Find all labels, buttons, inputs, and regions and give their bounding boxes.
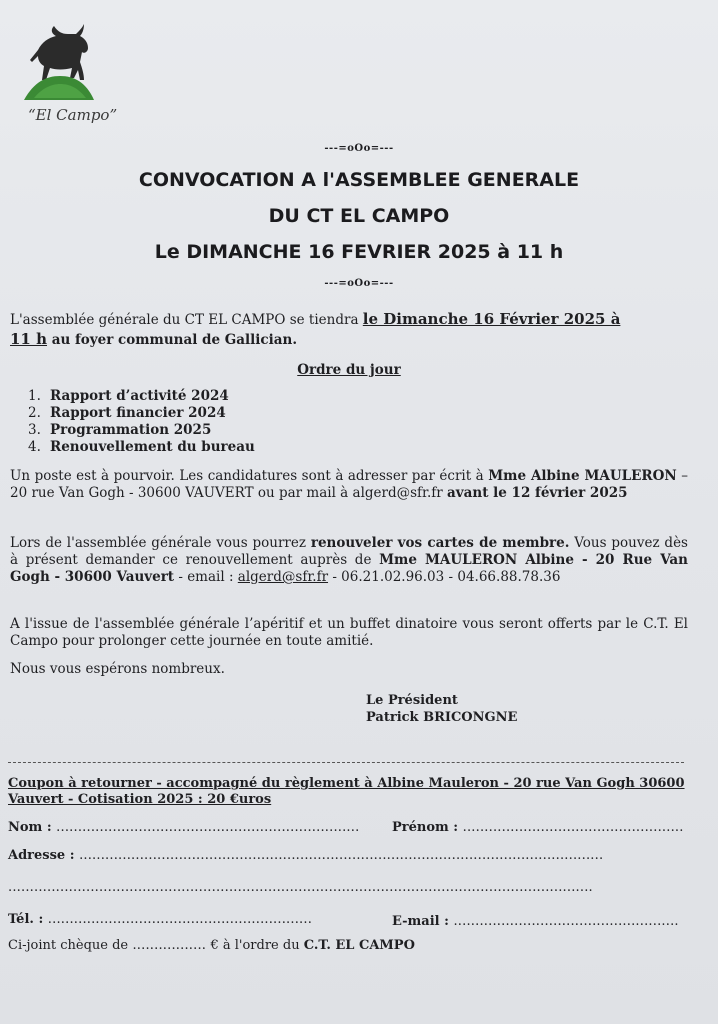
prenom-field[interactable]: Prénom : ................................................... [392,820,684,835]
coupon-title: Coupon à retourner - accompagné du règlement à Albine Mauleron - 20 rue Van Gogh 30600 Vauvert - Cotisation 2025 : 20 €uros [8,776,685,807]
candidatures-paragraph: Un poste est à pourvoir. Les candidatures sont à adresser par écrit à Mme Albine MAULERON – 20 rue Van Gogh - 30600 VAUVERT ou par mail à algerd@sfr.fr avant le 12 février 2025 [10,468,688,501]
nom-field[interactable]: Nom : ...................................................................... [8,820,360,835]
buffet-paragraph: A l'issue de l'assemblée générale l’apéritif et un buffet dinatoire vous seront offerts par le C.T. El Campo pour prolonger cette journée en toute amitié. [10,616,688,649]
bull-icon [24,22,94,102]
club-logo [22,22,122,132]
cut-line [8,762,684,763]
intro-paragraph [10,310,688,350]
intro-text: L'assemblée générale du CT EL CAMPO se tiendra [10,312,363,328]
intro-date: le Dimanche 16 Février 2025 à [362,310,621,328]
adresse-field[interactable]: Adresse : ......................................................................................................................... [8,848,604,863]
list-item: 4. Renouvellement du bureau [28,439,255,455]
cheque-line: Ci-joint chèque de ................. € à l'ordre du C.T. EL CAMPO [8,938,415,953]
list-item: 2. Rapport financier 2024 [28,405,226,421]
agenda-list [28,388,255,456]
adresse-field-line-2[interactable]: ....................................................................................................................................... [8,880,593,895]
email-link[interactable]: algerd@sfr.fr [237,569,329,585]
cheque-amount-field[interactable]: ................. [128,938,211,953]
tel-field[interactable]: Tél. : ............................................................. [8,912,313,927]
intro-place: au foyer communal de Gallician. [47,332,298,348]
email-field[interactable]: E-mail : .................................................... [392,914,679,929]
signature-role: Le Président [366,693,458,708]
separator-bottom: ---=oOo=--- [324,278,394,289]
signature-name: Patrick BRICONGNE [366,710,518,725]
list-item: 3. Programmation 2025 [28,422,212,438]
title-line-1: CONVOCATION A l'ASSEMBLEE GENERALE [138,169,580,191]
closing-line: Nous vous espérons nombreux. [10,661,225,677]
deadline: avant le 12 février 2025 [447,485,628,501]
intro-hour: 11 h [10,330,48,348]
contact-name: Mme Albine MAULERON [488,468,677,484]
list-item: 1. Rapport d’activité 2024 [28,388,229,404]
renewal-paragraph: Lors de l'assemblée générale vous pourrez renouveler vos cartes de membre. Vous pouvez dès à présent demander ce renouvellement auprès de Mme MAULERON Albine - 20 Rue Van Gogh - 30600 Vauvert - email : algerd@sfr.fr - 06.21.02.96.03 - 04.66.88.78.36 [10,535,688,585]
agenda-title: Ordre du jour [297,362,401,378]
separator-top: ---=oOo=--- [324,143,394,154]
title-line-2: DU CT EL CAMPO [268,205,450,227]
logo-caption: “El Campo” [28,106,118,124]
title-line-3: Le DIMANCHE 16 FEVRIER 2025 à 11 h [154,241,564,263]
